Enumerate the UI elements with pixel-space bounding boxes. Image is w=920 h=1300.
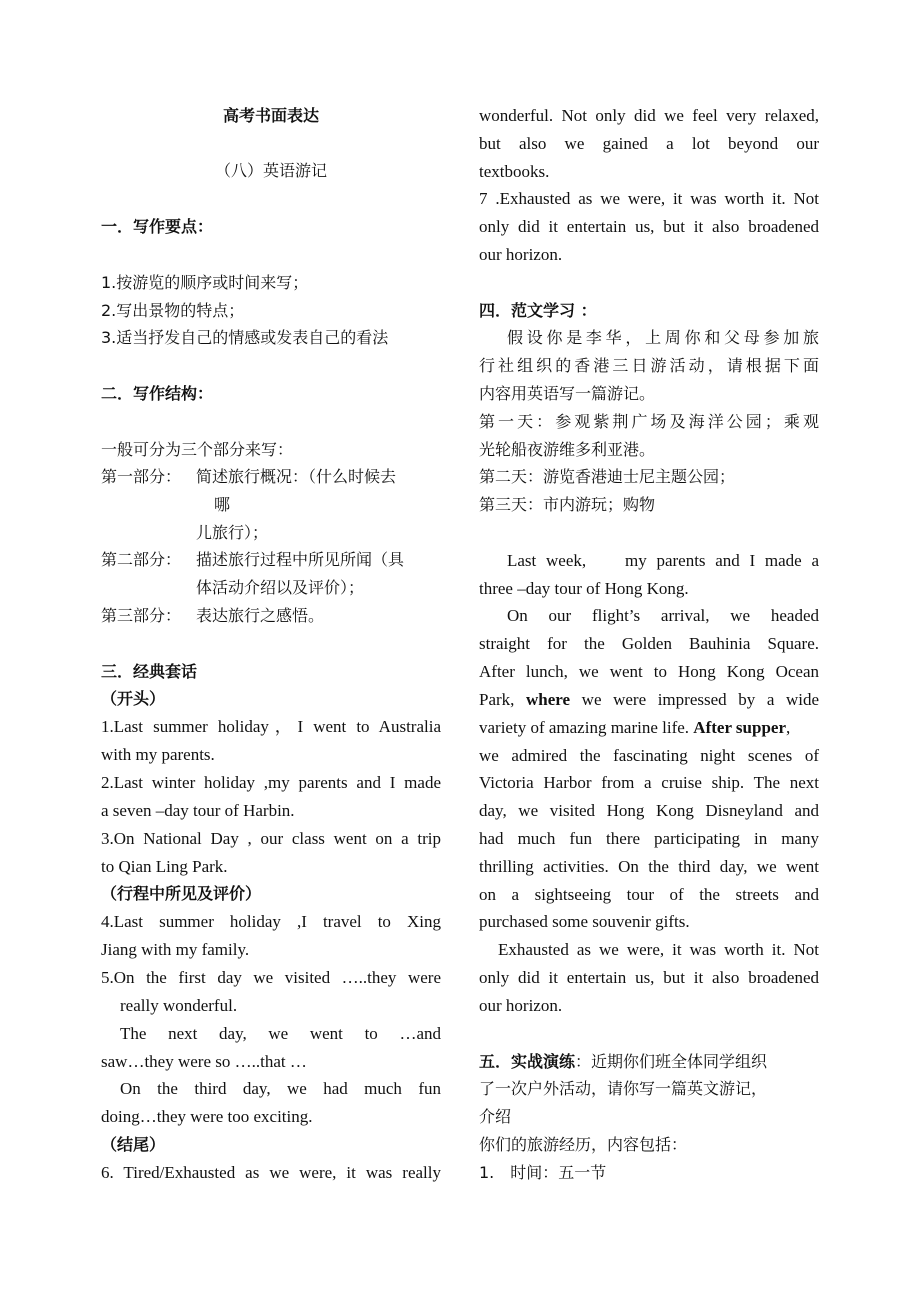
phrase-line: The next day, we went to …and [120,1024,441,1043]
part-text: 简述旅行概况：（什么时候去 [196,467,397,486]
essay-line: Victoria Harbor from a cruise ship. The next [479,773,819,792]
phrase-line: saw…they were so …..that … [101,1052,307,1071]
section5-text: ：近期你们班全体同学组织 [575,1052,768,1071]
essay-line: Last week, my parents and I made a [507,551,819,570]
prompt-line: 第三天：市内游玩；购物 [479,495,656,514]
part-label: 第三部分： [101,606,182,625]
phrase-line: a seven –day tour of Harbin. [101,801,295,820]
essay-line: Exhausted as we were, it was worth it. Not [498,940,819,959]
section1-item: 2.写出景物的特点； [101,301,245,320]
phrase-line: 3.On National Day , our class went on a trip [101,829,441,848]
phrase-line: textbooks. [479,162,550,181]
section1-heading: 一．写作要点： [101,217,214,236]
phrase-line: to Qian Ling Park. [101,857,228,876]
essay-text: Park, [479,690,515,709]
essay-line: had much fun there participating in many [479,829,819,848]
section5-line: 1. 时间：五一节 [479,1163,607,1182]
phrase-line: really wonderful. [120,996,238,1015]
section5-line: 介绍 [479,1107,512,1126]
section3-heading: 三．经典套话 [101,662,198,681]
opening-label: （开头） [101,689,166,708]
phrase-line: 7 .Exhausted as we were, it was worth it. Not [479,189,819,208]
phrase-line: 6. Tired/Exhausted as we were, it was really [101,1163,441,1182]
part-label: 第二部分： [101,550,182,569]
essay-line: only did it entertain us, but it also broadened [479,968,819,987]
section1-item: 1.按游览的顺序或时间来写； [101,273,309,292]
prompt-line: 光轮船夜游维多利亚港。 [479,440,656,459]
essay-line: purchased some souvenir gifts. [479,912,690,931]
phrase-line: 5.On the first day we visited …..they were [101,968,441,987]
essay-line: our horizon. [479,996,563,1015]
phrase-line: 4.Last summer holiday ,I travel to Xing [101,912,441,931]
essay-text: we were impressed by a wide [581,690,820,709]
essay-line [479,714,819,742]
part-label: 第一部分： [101,467,182,486]
section2-intro: 一般可分为三个部分来写： [101,440,294,459]
essay-bold-word: where [526,690,571,709]
essay-line: straight for the Golden Bauhinia Square. [479,634,819,653]
part-text: 体活动介绍以及评价）； [196,578,365,597]
prompt-line: 内容用英语写一篇游记。 [479,384,656,403]
part-text: 哪 [214,495,231,514]
document-subtitle: （八）英语游记 [214,161,327,180]
part-text: 表达旅行之感悟。 [196,606,325,625]
document-title: 高考书面表达 [222,106,319,125]
section5-line: 你们的旅游经历，内容包括： [479,1135,688,1154]
section2-heading: 二．写作结构： [101,384,214,403]
phrase-line: Jiang with my family. [101,940,250,959]
essay-text: variety of amazing marine life. [479,718,690,737]
prompt-line: 第一天：参观紫荆广场及海洋公园；乘观 [479,412,819,431]
phrase-line: doing…they were too exciting. [101,1107,313,1126]
essay-line: On our flight’s arrival, we headed [507,606,819,625]
essay-line: on a sightseeing tour of the streets and [479,885,819,904]
essay-line: thrilling activities. On the third day, we went [479,857,819,876]
phrase-line: wonderful. Not only did we feel very relaxed, [479,106,819,125]
phrase-line: On the third day, we had much fun [120,1079,441,1098]
essay-line: three –day tour of Hong Kong. [479,579,689,598]
section5-heading: 五．实战演练 [479,1052,576,1071]
middle-label: （行程中所见及评价） [101,884,262,903]
essay-line [479,686,819,714]
phrase-line: but also we gained a lot beyond our [479,134,819,153]
phrase-line: 2.Last winter holiday ,my parents and I made [101,773,441,792]
section1-item: 3.适当抒发自己的情感或发表自己的看法 [101,328,389,347]
essay-bold-word: After supper [693,718,786,737]
essay-line: day, we visited Hong Kong Disneyland and [479,801,819,820]
part-text: 描述旅行过程中所见所闻（具 [196,550,405,569]
essay-text: , [786,718,791,737]
prompt-line: 假设你是李华，上周你和父母参加旅 [507,328,819,347]
essay-line: After lunch, we went to Hong Kong Ocean [479,662,819,681]
prompt-line: 第二天：游览香港迪士尼主题公园； [479,467,736,486]
phrase-line: with my parents. [101,745,215,764]
essay-line: we admired the fascinating night scenes of [479,746,819,765]
ending-label: （结尾） [101,1135,166,1154]
section5-line: 了一次户外活动，请你写一篇英文游记， [479,1079,768,1098]
section4-heading: 四．范文学习 ： [479,301,597,320]
section5-first-line [479,1048,819,1076]
phrase-line: only did it entertain us, but it also broadened [479,217,819,236]
prompt-line: 行社组织的香港三日游活动，请根据下面 [479,356,819,375]
phrase-line: 1.Last summer holiday，I went to Australia [101,717,441,736]
phrase-line: our horizon. [479,245,563,264]
part-text: 儿旅行）； [196,523,269,542]
